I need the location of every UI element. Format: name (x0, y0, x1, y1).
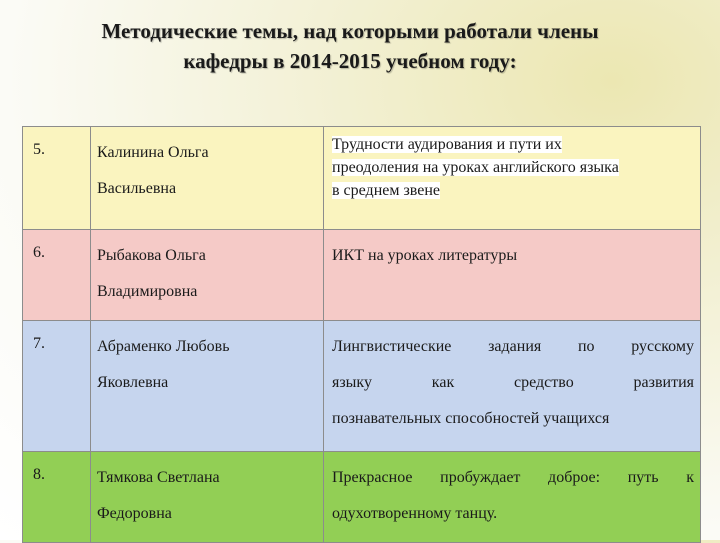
topic-line: ИКТ на уроках литературы (332, 247, 518, 264)
name-line: Рыбакова Ольга (97, 247, 206, 264)
name-line: Яковлевна (97, 374, 169, 391)
page-title (40, 16, 660, 76)
staff-topics-table (22, 126, 701, 543)
topic-cell (324, 127, 701, 230)
topic-cell (324, 230, 701, 321)
topic-line: Прекрасное пробуждает доброе: путь к (332, 469, 694, 486)
table-row (23, 127, 701, 230)
topic-line: преодоления на уроках английского языка (332, 159, 619, 176)
teacher-name (91, 321, 324, 452)
row-number: 7. (23, 321, 91, 452)
row-number: 6. (23, 230, 91, 321)
topic-line: языку как средство развития (332, 374, 694, 391)
name-line: Тямкова Светлана (97, 469, 220, 486)
topic-line: в среднем звене (332, 182, 441, 199)
name-line: Федоровна (97, 505, 172, 522)
topic-line: Лингвистические задания по русскому (332, 338, 694, 355)
table-row (23, 452, 701, 543)
row-number: 8. (23, 452, 91, 543)
topic-cell (324, 452, 701, 543)
row-number: 5. (23, 127, 91, 230)
table-row (23, 230, 701, 321)
name-line: Калинина Ольга (97, 144, 209, 161)
topic-line: Трудности аудирования и пути их (332, 136, 562, 153)
teacher-name (91, 452, 324, 543)
teacher-name (91, 230, 324, 321)
topic-line: одухотворенному танцу. (332, 505, 498, 522)
title-line-2: кафедры в 2014-2015 учебном году: (183, 49, 517, 73)
name-line: Абраменко Любовь (97, 338, 230, 355)
title-line-1: Методические темы, над которыми работали члены (101, 19, 599, 43)
topic-line: познавательных способностей учащихся (332, 410, 610, 427)
name-line: Владимировна (97, 283, 198, 300)
topic-cell (324, 321, 701, 452)
name-line: Васильевна (97, 180, 177, 197)
teacher-name (91, 127, 324, 230)
table-row (23, 321, 701, 452)
